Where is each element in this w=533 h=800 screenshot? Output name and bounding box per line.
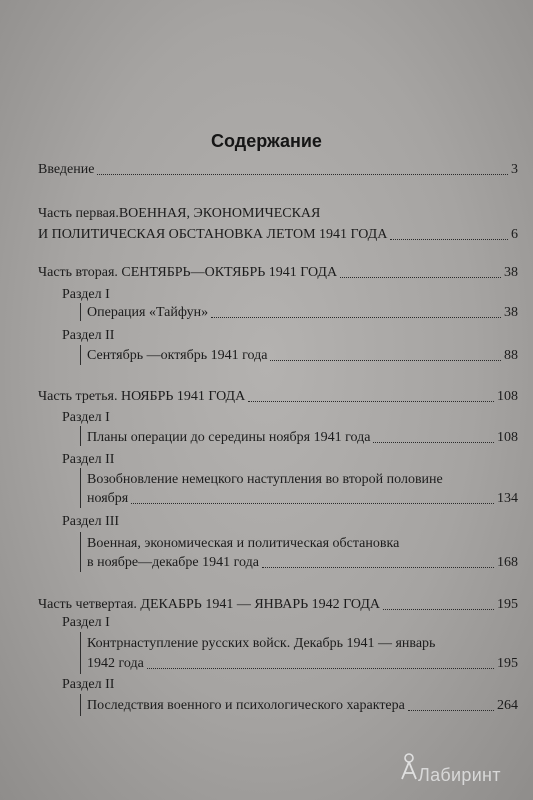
toc-page-number: 108 [497, 430, 518, 445]
toc-part2-title: Часть вторая. СЕНТЯБРЬ—ОКТЯБРЬ 1941 ГОДА [38, 265, 338, 280]
dot-leader [373, 442, 494, 443]
dot-leader [131, 503, 494, 504]
section-label: Раздел I [62, 615, 110, 630]
toc-section-entry [87, 656, 518, 672]
section-label: Раздел III [62, 514, 120, 529]
page-title: Содержание [211, 131, 322, 151]
toc-page-number: 38 [504, 265, 518, 280]
toc-entry-title: Последствия военного и психологического характера [87, 698, 405, 713]
dot-leader [248, 401, 494, 402]
section-label: Раздел II [62, 452, 115, 467]
section-label: Раздел I [62, 410, 110, 425]
toc-section-entry [87, 491, 518, 507]
toc-section-entry-line1: Военная, экономическая и политическая обстановка [87, 536, 400, 551]
section-bracket [80, 532, 81, 572]
section-bracket [80, 345, 81, 365]
toc-entry-title: Планы операции до середины ноября 1941 года [87, 430, 371, 445]
dot-leader [383, 609, 494, 610]
dot-leader [340, 277, 501, 278]
section-bracket [80, 426, 81, 446]
section-bracket [80, 694, 81, 716]
toc-page-number: 108 [497, 389, 518, 404]
watermark-text: Лабиринт [418, 765, 501, 785]
toc-part3-title: Часть третья. НОЯБРЬ 1941 ГОДА [38, 389, 246, 404]
toc-section-entry-line1: Контрнаступление русских войск. Декабрь 1941 — январь [87, 636, 436, 651]
toc-entry-part3 [38, 389, 518, 405]
toc-entry-title: Операция «Тайфун» [87, 305, 209, 320]
toc-page-number: 134 [497, 491, 518, 506]
toc-page-number: 168 [497, 555, 518, 570]
dot-leader [390, 239, 508, 240]
section-label: Раздел I [62, 287, 110, 302]
dot-leader [147, 668, 494, 669]
section-label: Раздел II [62, 677, 115, 692]
toc-section-entry-line2: в ноябре—декабре 1941 года [87, 555, 259, 570]
dot-leader [262, 567, 494, 568]
toc-entry-title: Сентябрь —октябрь 1941 года [87, 348, 268, 363]
toc-entry-part2 [38, 265, 518, 281]
dot-leader [270, 360, 501, 361]
dot-leader [408, 710, 494, 711]
toc-section-entry-line2: ноября [87, 491, 129, 506]
toc-section-entry [87, 555, 518, 571]
dot-leader [97, 174, 508, 175]
toc-page-number: 88 [504, 348, 518, 363]
toc-part1-line1: Часть первая.ВОЕННАЯ, ЭКОНОМИЧЕСКАЯ [38, 206, 321, 221]
toc-entry-part1 [38, 227, 518, 243]
toc-page-number: 38 [504, 305, 518, 320]
toc-entry-intro [38, 162, 518, 178]
toc-section-entry [87, 430, 518, 446]
toc-page-number: 6 [511, 227, 518, 242]
toc-section-entry [87, 305, 518, 321]
section-label: Раздел II [62, 328, 115, 343]
toc-section-entry-line1: Возобновление немецкого наступления во второй половине [87, 472, 443, 487]
toc-part4-title: Часть четвертая. ДЕКАБРЬ 1941 — ЯНВАРЬ 1942 ГОДА [38, 597, 380, 612]
dot-leader [211, 317, 501, 318]
toc-page-number: 264 [497, 698, 518, 713]
toc-entry-part4 [38, 597, 518, 613]
toc-page-number: 195 [497, 656, 518, 671]
toc-section-entry [87, 698, 518, 714]
toc-page-number: 3 [511, 162, 518, 177]
section-bracket [80, 303, 81, 321]
section-bracket [80, 468, 81, 508]
toc-part1-line2: И ПОЛИТИЧЕСКАЯ ОБСТАНОВКА ЛЕТОМ 1941 ГОДА [38, 227, 388, 242]
toc-entry-title: Введение [38, 162, 95, 177]
section-bracket [80, 632, 81, 674]
toc-page-number: 195 [497, 597, 518, 612]
toc-section-entry-line2: 1942 года [87, 656, 144, 671]
toc-section-entry [87, 348, 518, 364]
